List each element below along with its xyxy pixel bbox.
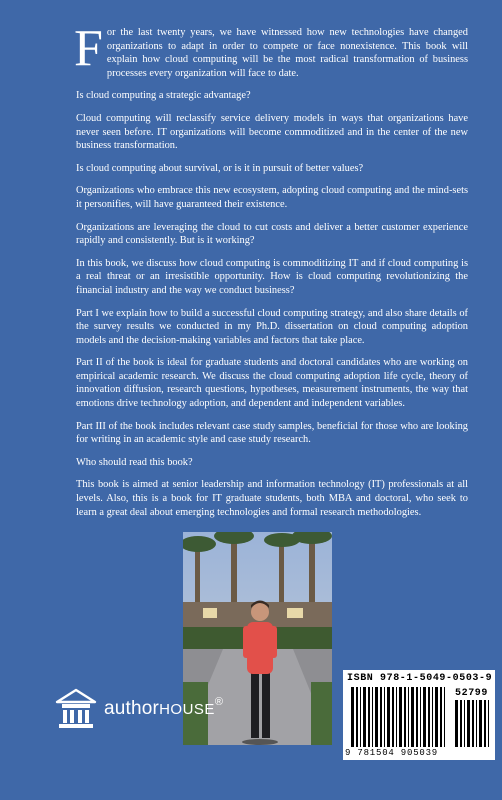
barcode-bar [472, 700, 474, 747]
barcode-bar [476, 700, 477, 747]
isbn-text: ISBN 978-1-5049-0503-9 [347, 673, 493, 684]
question-survival: Is cloud computing about survival, or is it in pursuit of better values? [76, 162, 364, 174]
barcode-bar [435, 687, 438, 747]
barcode-bar [368, 687, 370, 747]
barcode-addon [455, 700, 491, 747]
publisher-name-prefix: author [104, 698, 160, 719]
barcode-bar [375, 687, 378, 747]
paragraph-audience: This book is aimed at senior leadership and information technology (IT) professionals at all levels. Also, this is a book for IT graduate students, both MBA and doctoral, who seek to learn a great deal about emerging technologies and formal research methodologies. [76, 479, 468, 518]
intro-paragraph [74, 20, 468, 80]
barcode-bar [356, 687, 358, 747]
barcode-bar [399, 687, 402, 747]
barcode-bar [488, 700, 489, 747]
barcode-bar [444, 687, 445, 747]
barcode-digits: 9 781504 905039 [345, 748, 439, 758]
paragraph-part-one: Part I we explain how to build a successful cloud computing strategy, and also share details of the survey results we conducted in my Ph.D. dissertation on cloud computing adoption models and the decision-making variables and factors that take place. [76, 307, 468, 346]
barcode-bar [396, 687, 397, 747]
barcode-bar [408, 687, 409, 747]
barcode-bar [404, 687, 406, 747]
publisher-name [104, 698, 223, 720]
question-strategic-advantage: Is cloud computing a strategic advantage? [76, 90, 251, 102]
barcode-bar [360, 687, 361, 747]
intro-text: or the last twenty years, we have witnessed how new technologies have changed organizations to adapt in order to compete or face nonexistence. This book will explain how cloud computing will be the most radical transformation of business processes every organization will face to date. [106, 27, 468, 79]
barcode-bar [420, 687, 421, 747]
barcode-bar [384, 687, 385, 747]
paragraph-part-three: Part III of the book includes relevant case study samples, beneficial for those who are looking for writing in an academic style and case study research. [76, 420, 468, 446]
barcode-bar [351, 687, 354, 747]
barcode-bar [416, 687, 418, 747]
barcode-bar [432, 687, 433, 747]
barcode-bar [411, 687, 414, 747]
barcode-bar [372, 687, 373, 747]
barcode-bar [428, 687, 430, 747]
barcode-bar [363, 687, 366, 747]
drop-cap: F [74, 20, 103, 77]
paragraph-service-delivery: Cloud computing will reclassify service delivery models in ways that organizations have never seen before. IT organizations will become commoditized and in the center of the new business transformation. [76, 112, 468, 152]
barcode-main [351, 687, 449, 747]
barcode-bar [464, 700, 465, 747]
paragraph-ecosystem: Organizations who embrace this new ecosystem, adopting cloud computing and the mind-sets it personifies, will have guaranteed their existence. [76, 185, 468, 210]
back-cover-text [74, 20, 468, 528]
barcode-bar [479, 700, 482, 747]
registered-mark: ® [214, 696, 224, 708]
paragraph-leveraging-cloud: Organizations are leveraging the cloud to cut costs and deliver a better customer experience rapidly and consistently. But is it working? [76, 221, 468, 247]
barcode-bar [392, 687, 394, 747]
publisher-logo [54, 687, 223, 731]
barcode-bar [455, 700, 458, 747]
paragraph-part-two: Part II of the book is ideal for graduate students and doctoral candidates who are working on empirical academic research. We discuss the cloud computing adoption life cycle, theory of innovation diffusion, research questions, hypotheses, measurement instruments, the way that emotions drive technology adoption, and dependent and independent variables. [76, 357, 468, 410]
barcode-bar [460, 700, 462, 747]
price-code: 52799 [455, 688, 489, 699]
barcode-bar [387, 687, 390, 747]
barcode-bar [440, 687, 442, 747]
authorhouse-logo-icon [54, 687, 98, 731]
barcode-bar [484, 700, 486, 747]
paragraph-in-this-book: In this book, we discuss how cloud computing is commoditizing IT and if cloud computing is a real threat or an irresistible opportunity. How is cloud computing revolutionizing the financial industry and the way we conduct business? [76, 257, 468, 296]
publisher-name-suffix: HOUSE [159, 701, 215, 718]
barcode-bar [467, 700, 470, 747]
isbn-barcode-box [343, 670, 495, 760]
barcode-bar [423, 687, 426, 747]
question-who-should-read: Who should read this book? [76, 456, 193, 468]
barcode-bar [380, 687, 382, 747]
